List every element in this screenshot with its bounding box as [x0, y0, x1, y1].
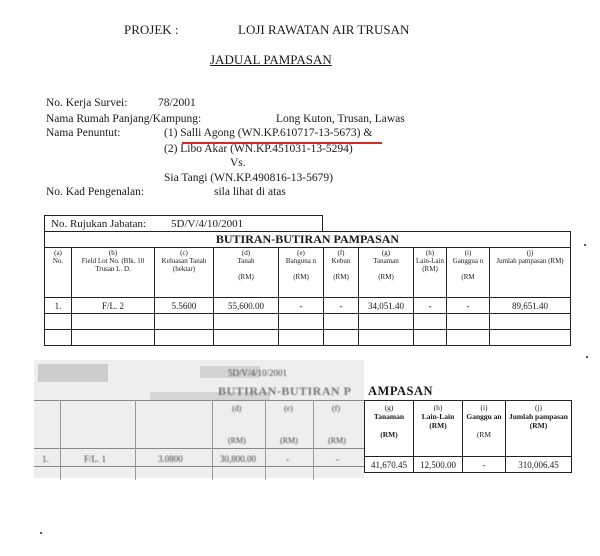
faded-line: [265, 400, 266, 480]
table-row: [45, 298, 571, 314]
table1-col-a: (a) No.: [45, 248, 72, 298]
table2-col-h: (h) Lain-Lain (RM): [414, 401, 463, 457]
penuntut-1: (1) Salli Agong (WN.KP.610717-13-5673) &: [164, 127, 373, 139]
projek-label: PROJEK :: [124, 22, 179, 37]
penuntut-2: (2) Libo Akar (WN.KP.451031-13-5294): [164, 143, 353, 155]
faded-header: (RM): [328, 436, 346, 445]
faded-cell: 30,800.00: [220, 454, 256, 464]
table1-cell: -: [279, 298, 324, 314]
scan-dot: [584, 244, 586, 246]
faded-line: [34, 400, 364, 401]
table1-header-row: [45, 248, 571, 298]
table2-col-i: (i) Ganggu an (RM: [463, 401, 506, 457]
rujukan-box: [44, 215, 323, 232]
table-row-empty: [45, 314, 571, 330]
pampasan-table-2: [364, 400, 572, 473]
faded-cell: 3.0800: [158, 454, 183, 464]
table-row-empty: [45, 330, 571, 346]
table2-title-clear: AMPASAN: [368, 384, 434, 398]
kad-value: sila lihat di atas: [214, 186, 286, 198]
table2-header-row: [365, 401, 572, 457]
scan-smudge: [38, 364, 108, 382]
rumah-value: Long Kuton, Trusan, Lawas: [276, 113, 405, 125]
table1-col-j: (j) Jumlah pampasan (RM): [490, 248, 571, 298]
faded-cell: 1.: [42, 454, 49, 464]
faded-line: [313, 400, 314, 480]
kerja-label: No. Kerja Survei:: [46, 97, 128, 109]
table1-cell: 89,651.40: [490, 298, 571, 314]
table2-cell: -: [463, 457, 506, 473]
rujukan-label: No. Rujukan Jabatan:: [51, 218, 147, 230]
table2-cell: 310,006.45: [506, 457, 572, 473]
table2-col-j: (j) Jumlah pampasan (RM): [506, 401, 572, 457]
faded-header: (RM): [280, 436, 298, 445]
table1-cell: 5.5600: [155, 298, 214, 314]
faded-line: [60, 400, 61, 480]
table1-col-h: (h) Lain-Lain (RM): [414, 248, 447, 298]
table1-col-f: (f) Kebun (RM): [324, 248, 359, 298]
table2-title-faded: BUTIRAN-BUTIRAN P: [218, 384, 352, 398]
table1-title: BUTIRAN-BUTIRAN PAMPASAN: [45, 232, 571, 248]
table1-cell: -: [414, 298, 447, 314]
table1-col-e: (e) Banguna n (RM): [279, 248, 324, 298]
rujukan-value: 5D/V/4/10/2001: [171, 218, 244, 230]
table1-col-d: (d) Tanah (RM): [214, 248, 279, 298]
vs-label: Vs.: [230, 157, 246, 169]
faded-header: (e): [284, 404, 293, 413]
scan-dot: [586, 356, 588, 358]
faded-ref: 5D/V/4/10/2001: [228, 368, 288, 378]
pampasan-table-1: [44, 231, 571, 346]
scan-dot: [40, 532, 42, 534]
page-subtitle: JADUAL PAMPASAN: [210, 52, 332, 67]
faded-header: (f): [332, 404, 340, 413]
projek-name: LOJI RAWATAN AIR TRUSAN: [238, 22, 410, 37]
table1-cell: 55,600.00: [214, 298, 279, 314]
table1-col-c: (c) Keluasan Tanah (hektar): [155, 248, 214, 298]
penuntut-label: Nama Penuntut:: [46, 127, 121, 139]
table1-cell: -: [447, 298, 490, 314]
faded-cell: F/L. 1: [84, 454, 107, 464]
table1-cell: 1.: [45, 298, 72, 314]
table1-col-b: (b) Field Lot No. (Blk. 10 Trusan L. D.: [72, 248, 155, 298]
table1-cell: F/L. 2: [72, 298, 155, 314]
faded-line: [135, 400, 136, 480]
table2-col-g: (g) Tanaman (RM): [365, 401, 414, 457]
kerja-value: 78/2001: [158, 97, 196, 109]
table1-col-i: (i) Ganggua n (RM: [447, 248, 490, 298]
table-row: [365, 457, 572, 473]
table1-cell: 34,051.40: [359, 298, 414, 314]
faded-cell: -: [336, 454, 339, 464]
faded-line: [34, 448, 364, 449]
faded-header: (d): [232, 404, 242, 413]
table2-cell: 12,500.00: [414, 457, 463, 473]
table2-cell: 41,670.45: [365, 457, 414, 473]
kad-label: No. Kad Pengenalan:: [46, 186, 145, 198]
rumah-label: Nama Rumah Panjang/Kampung:: [46, 113, 202, 125]
penuntut-3: Sia Tangi (WN.KP.490816-13-5679): [164, 172, 333, 184]
faded-cell: -: [286, 454, 289, 464]
table1-cell: -: [324, 298, 359, 314]
faded-line: [212, 400, 213, 480]
faded-line: [34, 466, 364, 467]
faded-header: (RM): [228, 436, 246, 445]
table1-col-g: (g) Tanaman (RM): [359, 248, 414, 298]
